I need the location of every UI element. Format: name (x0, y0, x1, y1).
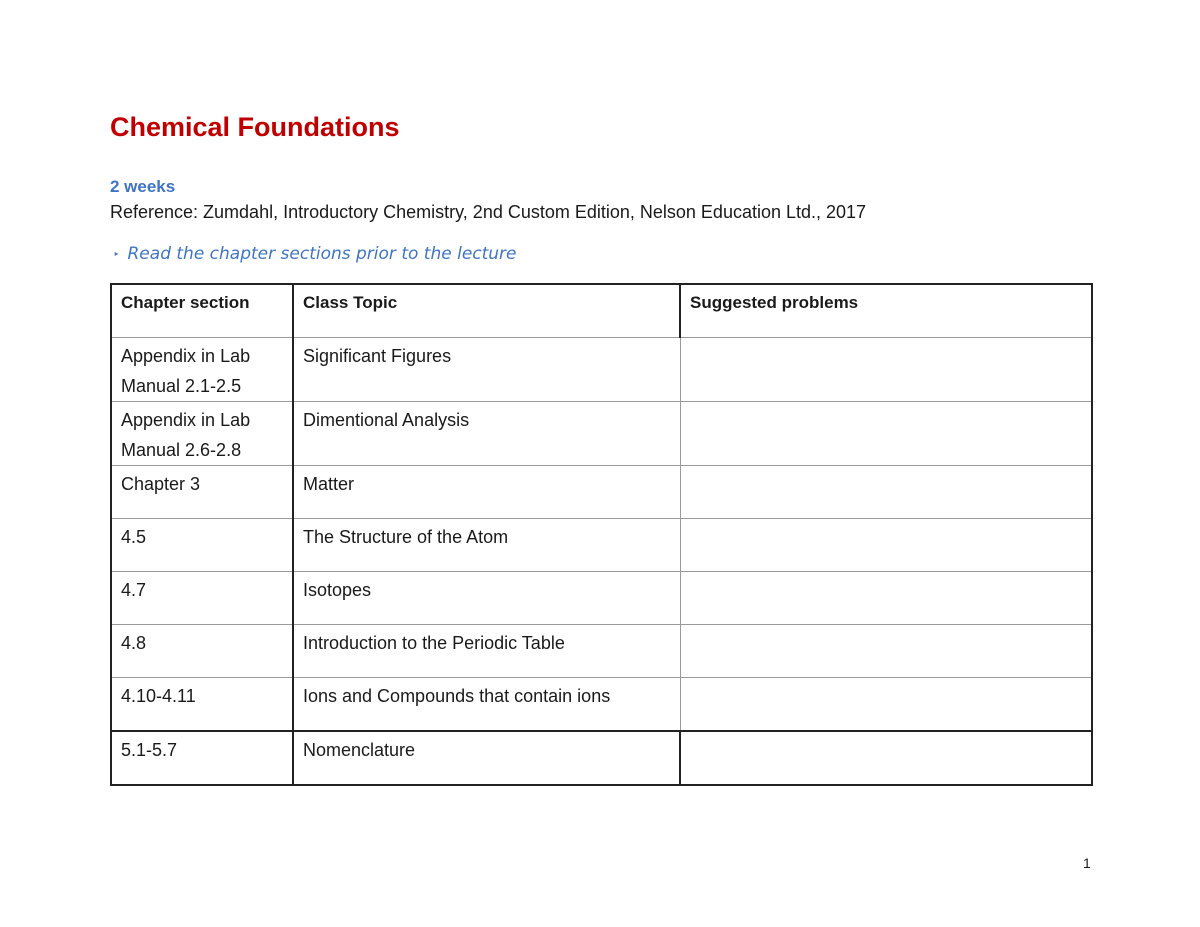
duration-label: 2 weeks (110, 177, 176, 196)
course-schedule-table (110, 283, 1093, 786)
chapter-section-line: Manual 2.6-2.8 (121, 440, 242, 460)
suggested-problems-cell (680, 731, 1092, 785)
column-header-chapter-section: Chapter section (111, 284, 293, 338)
class-topic-cell: Isotopes (293, 572, 680, 625)
chapter-section-line: Manual 2.1-2.5 (121, 376, 242, 396)
triangle-bullet-icon: ‣ (113, 247, 120, 261)
chapter-section-cell (111, 402, 293, 466)
chapter-section-cell: 4.10-4.11 (111, 678, 293, 732)
chapter-section-cell: 5.1-5.7 (111, 731, 293, 785)
suggested-problems-cell (680, 519, 1092, 572)
reading-note-text: Read the chapter sections prior to the lecture (127, 244, 517, 264)
table-header-row (111, 284, 1092, 338)
chapter-section-cell: 4.8 (111, 625, 293, 678)
suggested-problems-cell (680, 625, 1092, 678)
table-row (111, 338, 1092, 402)
chapter-section-cell: Chapter 3 (111, 466, 293, 519)
class-topic-cell: Significant Figures (293, 338, 680, 402)
page-number: 1 (1083, 855, 1091, 871)
reading-note (113, 244, 517, 264)
suggested-problems-cell (680, 572, 1092, 625)
table-row (111, 678, 1092, 732)
suggested-problems-cell (680, 402, 1092, 466)
suggested-problems-cell (680, 466, 1092, 519)
table-row (111, 402, 1092, 466)
class-topic-cell: Nomenclature (293, 731, 680, 785)
suggested-problems-cell (680, 338, 1092, 402)
table-row (111, 625, 1092, 678)
table-row (111, 466, 1092, 519)
chapter-section-line: Appendix in Lab (121, 346, 251, 366)
chapter-section-cell (111, 338, 293, 402)
page-title: Chemical Foundations (110, 112, 400, 142)
chapter-section-line: Appendix in Lab (121, 410, 251, 430)
class-topic-cell: Dimentional Analysis (293, 402, 680, 466)
column-header-suggested-problems: Suggested problems (680, 284, 1092, 338)
table-row (111, 731, 1092, 785)
class-topic-cell: Introduction to the Periodic Table (293, 625, 680, 678)
class-topic-cell: The Structure of the Atom (293, 519, 680, 572)
class-topic-cell: Ions and Compounds that contain ions (293, 678, 680, 732)
chapter-section-cell: 4.7 (111, 572, 293, 625)
class-topic-cell: Matter (293, 466, 680, 519)
table-row (111, 572, 1092, 625)
column-header-class-topic: Class Topic (293, 284, 680, 338)
chapter-section-cell: 4.5 (111, 519, 293, 572)
table-row (111, 519, 1092, 572)
reference-text: Reference: Zumdahl, Introductory Chemistry, 2nd Custom Edition, Nelson Education Ltd., 2017 (110, 202, 867, 222)
suggested-problems-cell (680, 678, 1092, 732)
